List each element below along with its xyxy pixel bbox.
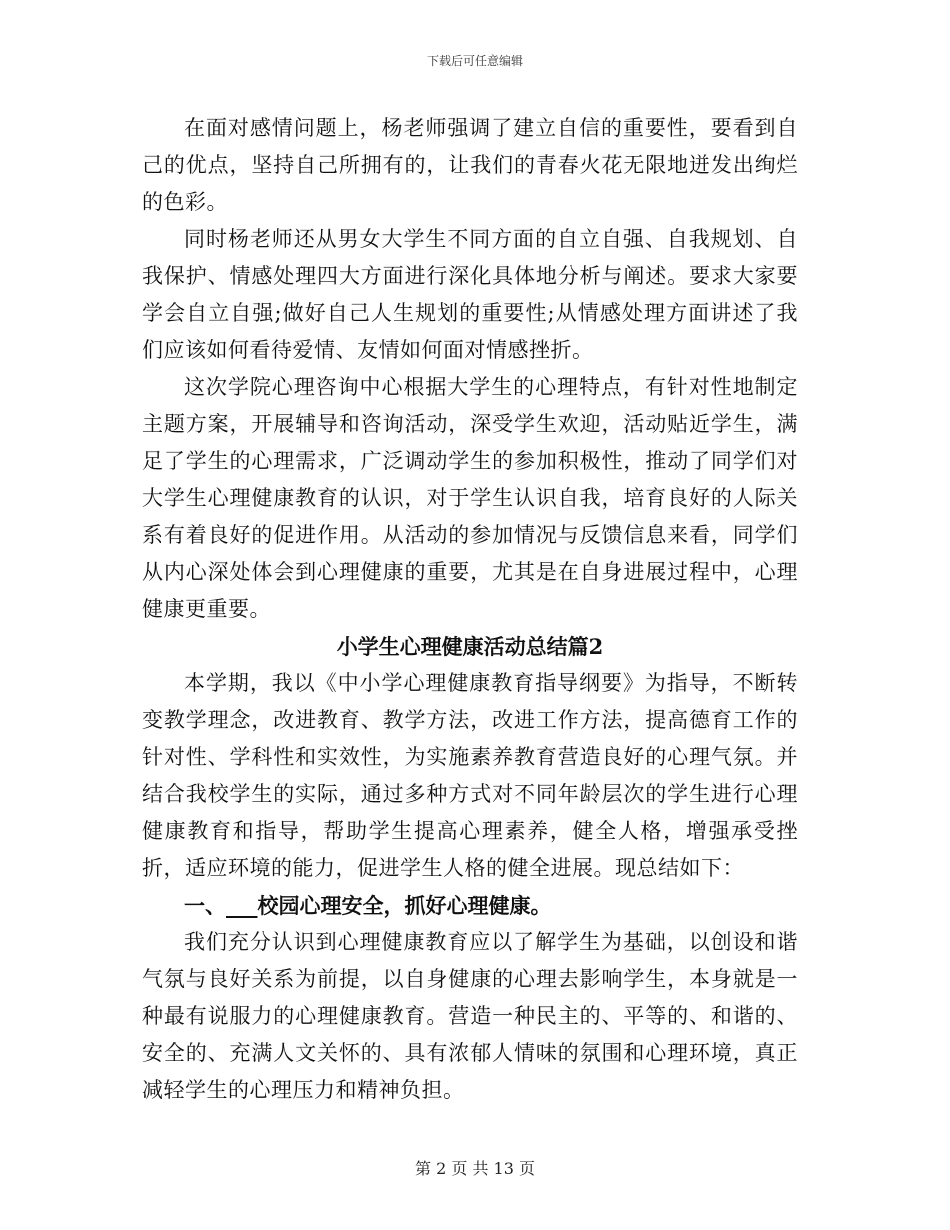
section-title: 小学生心理健康活动总结篇2	[336, 634, 604, 659]
paragraph-counseling-center: 这次学院心理咨询中心根据大学生的心理特点，有针对性地制定主题方案，开展辅导和咨询活动，深受学生欢迎，活动贴近学生，满足了学生的心理需求，广泛调动学生的参加积极性，推动了同学们对大学生心理健康教育的认识，对于学生认识自我，培育良好的人际关系有着良好的促进作用。从活动的参加情况与反馈信息来看，同学们从内心深处体会到心理健康的重要，尤其是在自身进展过程中，心理健康更重要。	[142, 375, 798, 621]
paragraph-confidence: 在面对感情问题上，杨老师强调了建立自信的重要性，要看到自己的优点，坚持自己所拥有的，让我们的青春火花无限地迸发出绚烂的色彩。	[142, 116, 798, 214]
paragraph-self-reliance: 同时杨老师还从男女大学生不同方面的自立自强、自我规划、自我保护、情感处理四大方面进行深化具体地分析与阐述。要求大家要学会自立自强;做好自己人生规划的重要性;从情感处理方面讲述了我们应该如何看待爱情、友情如何面对情感挫折。	[142, 227, 798, 362]
paragraph-intro: 本学期，我以《中小学心理健康教育指导纲要》为指导，不断转变教学理念，改进教育、教学方法，改进工作方法，提高德育工作的针对性、学科性和实效性，为实施素养教育营造良好的心理气氛。并结合我校学生的实际，通过多种方式对不同年龄层次的学生进行心理健康教育和指导，帮助学生提高心理素养，健全人格，增强承受挫折，适应环境的能力，促进学生人格的健全进展。现总结如下：	[142, 671, 798, 880]
paragraph-environment: 我们充分认识到心理健康教育应以了解学生为基础，以创设和谐气氛与良好关系为前提，以自身健康的心理去影响学生，本身就是一种最有说服力的心理健康教育。营造一种民主的、平等的、和谐的、安全的、充满人文关怀的、具有浓郁人情味的氛围和心理环境，真正减轻学生的心理压力和精神负担。	[142, 930, 798, 1102]
subheading-campus-safety: 一、___校园心理安全，抓好心理健康。	[184, 893, 552, 918]
page-number-footer: 第 2 页 共 13 页	[415, 1159, 535, 1178]
header-note: 下载后可任意编辑	[426, 54, 523, 68]
document-body	[142, 110, 798, 1109]
